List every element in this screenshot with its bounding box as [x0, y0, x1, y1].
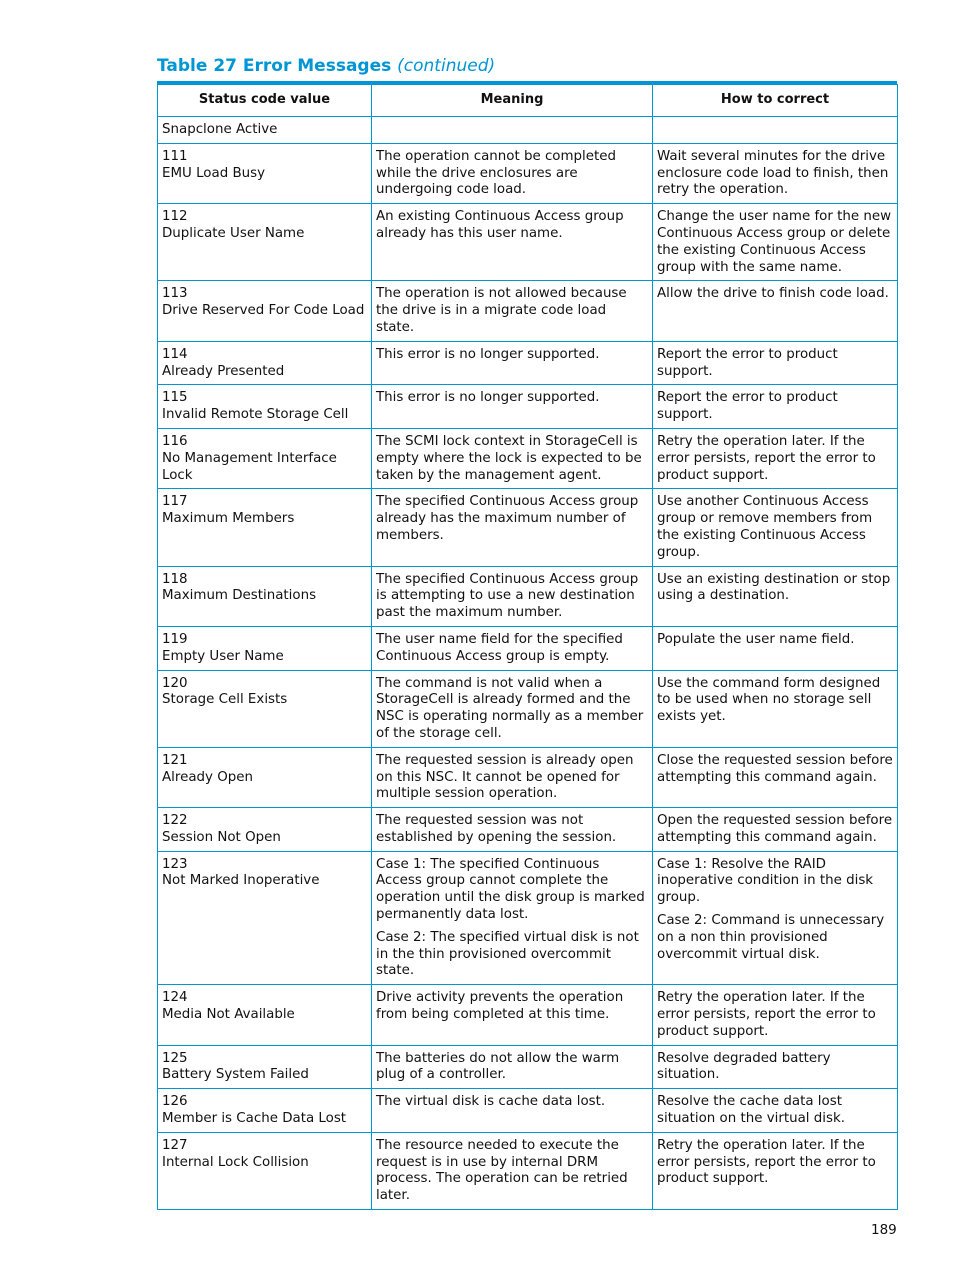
how-to-correct-cell — [653, 851, 898, 985]
how-to-correct-cell — [653, 985, 898, 1045]
table-row — [158, 1089, 898, 1133]
correction-text: Close the requested session before attempting this command again. — [657, 752, 893, 785]
status-code-cell — [158, 143, 372, 203]
status-name: Drive Reserved For Code Load — [162, 303, 365, 319]
meaning-text: This error is no longer supported. — [376, 390, 600, 406]
status-code-cell — [158, 117, 372, 144]
status-code-cell — [158, 985, 372, 1045]
status-code: 114 — [162, 346, 188, 362]
table-row — [158, 985, 898, 1045]
status-code: 112 — [162, 209, 188, 225]
meaning-cell — [372, 851, 653, 985]
table-row — [158, 808, 898, 852]
column-header-how-to-correct: How to correct — [653, 85, 898, 117]
how-to-correct-cell — [653, 566, 898, 626]
status-code-cell — [158, 808, 372, 852]
correction-text: Retry the operation later. If the error persists, report the error to product support. — [657, 1137, 876, 1187]
table-row — [158, 428, 898, 488]
table-row — [158, 385, 898, 429]
status-code-cell — [158, 281, 372, 341]
table-row — [158, 747, 898, 807]
status-code-cell — [158, 428, 372, 488]
meaning-text: The specified Continuous Access group is attempting to use a new destination past the maximum number. — [376, 571, 639, 621]
status-code-cell — [158, 747, 372, 807]
status-name: No Management Interface Lock — [162, 450, 337, 483]
status-code: 119 — [162, 631, 188, 647]
correction-text: Use another Continuous Access group or remove members from the existing Continuous Access group. — [657, 494, 873, 560]
status-name: Internal Lock Collision — [162, 1154, 309, 1170]
table-row — [158, 341, 898, 385]
status-code: 126 — [162, 1094, 188, 1110]
meaning-cell — [372, 1045, 653, 1089]
correction-text: Case 2: Command is unnecessary on a non thin provisioned overcommit virtual disk. — [657, 913, 885, 962]
status-code: 115 — [162, 390, 188, 406]
table-title-text: Table 27 Error Messages — [157, 56, 392, 76]
correction-text: Case 1: Resolve the RAID inoperative condition in the disk group. — [657, 856, 874, 906]
meaning-cell — [372, 985, 653, 1045]
table-row — [158, 489, 898, 566]
how-to-correct-cell — [653, 670, 898, 747]
how-to-correct-cell — [653, 808, 898, 852]
meaning-text: This error is no longer supported. — [376, 346, 600, 362]
table-row — [158, 566, 898, 626]
correction-text: Retry the operation later. If the error persists, report the error to product support. — [657, 990, 876, 1039]
correction-text: Resolve degraded battery situation. — [657, 1050, 831, 1083]
status-code: 124 — [162, 990, 188, 1006]
table-row — [158, 143, 898, 203]
status-code: 121 — [162, 752, 188, 768]
table-row — [158, 204, 898, 281]
how-to-correct-cell — [653, 489, 898, 566]
correction-text: Report the error to product support. — [657, 390, 838, 423]
correction-text: Populate the user name field. — [657, 631, 855, 647]
meaning-text: The requested session was not established by opening the session. — [376, 813, 617, 845]
meaning-cell — [372, 117, 653, 144]
status-code-cell — [158, 385, 372, 429]
meaning-cell — [372, 747, 653, 807]
status-name: Member is Cache Data Lost — [162, 1111, 347, 1127]
how-to-correct-cell — [653, 1089, 898, 1133]
table-row — [158, 670, 898, 747]
meaning-text: The batteries do not allow the warm plug of a controller. — [376, 1050, 620, 1083]
status-name: Duplicate User Name — [162, 225, 305, 241]
status-code-cell — [158, 851, 372, 985]
how-to-correct-cell — [653, 1132, 898, 1209]
correction-text: Allow the drive to finish code load. — [657, 286, 889, 302]
meaning-text: The resource needed to execute the request is in use by internal DRM process. The operation can be retried later. — [376, 1137, 628, 1204]
table-row — [158, 117, 898, 144]
table-header-row — [158, 85, 898, 117]
meaning-text: Drive activity prevents the operation from being completed at this time. — [376, 990, 624, 1023]
status-name: Storage Cell Exists — [162, 692, 288, 708]
status-code-cell — [158, 489, 372, 566]
status-name: EMU Load Busy — [162, 165, 266, 181]
column-header-status-code: Status code value — [158, 85, 372, 117]
status-code: 113 — [162, 286, 188, 302]
meaning-text: The user name field for the specified Continuous Access group is empty. — [376, 631, 623, 664]
status-name: Maximum Members — [162, 511, 295, 527]
status-name: Snapclone Active — [162, 122, 278, 137]
meaning-cell — [372, 143, 653, 203]
correction-text: Use the command form designed to be used when no storage sell exists yet. — [657, 675, 881, 725]
status-code-cell — [158, 626, 372, 670]
meaning-cell — [372, 341, 653, 385]
meaning-cell — [372, 1089, 653, 1133]
status-code: 116 — [162, 433, 188, 449]
correction-text: Open the requested session before attempting this command again. — [657, 813, 893, 845]
meaning-text: The requested session is already open on this NSC. It cannot be opened for multiple session operation. — [376, 752, 634, 802]
table-row — [158, 626, 898, 670]
table-row — [158, 851, 898, 985]
status-code: 120 — [162, 675, 188, 691]
correction-text: Change the user name for the new Continuous Access group or delete the existing Continuous Access group with the same name. — [657, 209, 892, 275]
how-to-correct-cell — [653, 1045, 898, 1089]
how-to-correct-cell — [653, 117, 898, 144]
status-name: Empty User Name — [162, 648, 284, 664]
how-to-correct-cell — [653, 281, 898, 341]
meaning-cell — [372, 808, 653, 852]
table-title-continued: (continued) — [397, 56, 496, 76]
status-code: 127 — [162, 1137, 188, 1153]
correction-text: Resolve the cache data lost situation on the virtual disk. — [657, 1094, 845, 1127]
how-to-correct-cell — [653, 428, 898, 488]
how-to-correct-cell — [653, 341, 898, 385]
status-code-cell — [158, 670, 372, 747]
meaning-cell — [372, 281, 653, 341]
status-name: Session Not Open — [162, 829, 281, 845]
meaning-text: Case 2: The specified virtual disk is not in the thin provisioned overcommit state. — [376, 929, 639, 979]
meaning-text: The operation cannot be completed while the drive enclosures are undergoing code load. — [376, 148, 616, 198]
status-code-cell — [158, 566, 372, 626]
status-name: Media Not Available — [162, 1007, 295, 1023]
table-row — [158, 1045, 898, 1089]
meaning-cell — [372, 489, 653, 566]
meaning-text: An existing Continuous Access group already has this user name. — [376, 209, 624, 241]
correction-text: Retry the operation later. If the error persists, report the error to product support. — [657, 433, 876, 483]
how-to-correct-cell — [653, 747, 898, 807]
status-code-cell — [158, 1089, 372, 1133]
correction-text: Use an existing destination or stop using a destination. — [657, 571, 891, 604]
error-messages-table — [157, 84, 898, 1210]
meaning-cell — [372, 204, 653, 281]
how-to-correct-cell — [653, 385, 898, 429]
meaning-cell — [372, 1132, 653, 1209]
meaning-text: The virtual disk is cache data lost. — [376, 1094, 606, 1110]
correction-text: Report the error to product support. — [657, 346, 838, 379]
meaning-text: The specified Continuous Access group already has the maximum number of members. — [376, 494, 639, 543]
status-name: Battery System Failed — [162, 1067, 309, 1083]
status-name: Maximum Destinations — [162, 588, 317, 604]
meaning-text: The operation is not allowed because the drive is in a migrate code load state. — [376, 286, 627, 335]
meaning-cell — [372, 670, 653, 747]
meaning-text: The command is not valid when a StorageCell is already formed and the NSC is operating normally as a member of the storage cell. — [376, 675, 644, 741]
meaning-text: The SCMI lock context in StorageCell is empty where the lock is expected to be taken by the management agent. — [376, 433, 642, 483]
meaning-cell — [372, 626, 653, 670]
status-code: 123 — [162, 856, 188, 872]
table-row — [158, 1132, 898, 1209]
status-code-cell — [158, 341, 372, 385]
column-header-meaning: Meaning — [372, 85, 653, 117]
meaning-text: Case 1: The specified Continuous Access group cannot complete the operation until the disk group is marked permanently data lost. — [376, 856, 645, 923]
status-name: Not Marked Inoperative — [162, 873, 320, 889]
status-name: Already Open — [162, 769, 253, 785]
status-name: Invalid Remote Storage Cell — [162, 407, 349, 423]
meaning-cell — [372, 428, 653, 488]
how-to-correct-cell — [653, 626, 898, 670]
status-code: 118 — [162, 571, 188, 587]
status-code: 111 — [162, 148, 188, 164]
status-code-cell — [158, 204, 372, 281]
status-code-cell — [158, 1132, 372, 1209]
status-code: 117 — [162, 494, 188, 510]
status-code: 122 — [162, 813, 188, 829]
meaning-cell — [372, 566, 653, 626]
how-to-correct-cell — [653, 143, 898, 203]
table-title — [157, 56, 495, 76]
page-number: 189 — [871, 1222, 897, 1238]
status-code-cell — [158, 1045, 372, 1089]
table-row — [158, 281, 898, 341]
status-name: Already Presented — [162, 363, 285, 379]
how-to-correct-cell — [653, 204, 898, 281]
correction-text: Wait several minutes for the drive enclosure code load to finish, then retry the operation. — [657, 148, 889, 198]
status-code: 125 — [162, 1050, 188, 1066]
meaning-cell — [372, 385, 653, 429]
